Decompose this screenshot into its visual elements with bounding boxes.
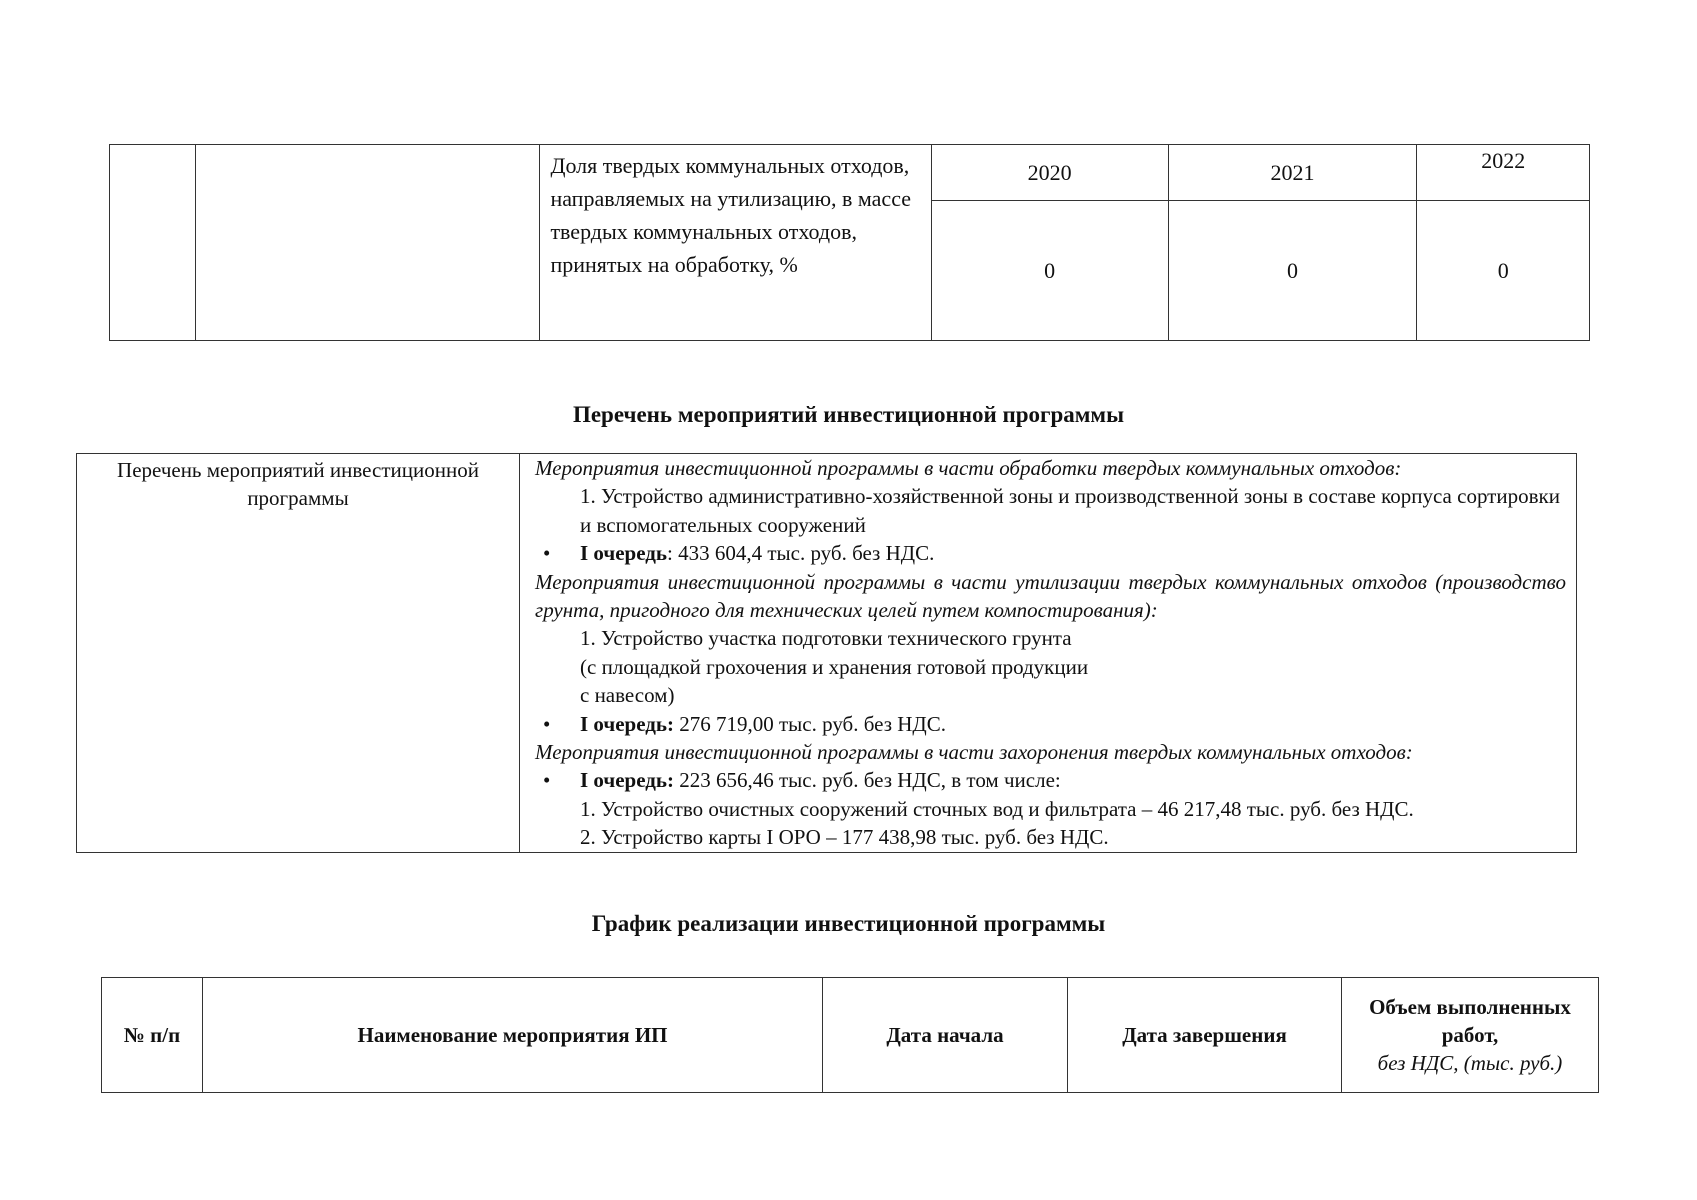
stage-label: I очередь: [580, 711, 674, 736]
burial-item-1: 1. Устройство очистных сооружений сточных вод и фильтрата – 46 217,48 тыс. руб. без НДС. [580, 796, 1414, 821]
processing-cost: : 433 604,4 тыс. руб. без НДС. [667, 541, 935, 566]
col-header-number: № п/п [102, 978, 203, 1093]
col-header-name: Наименование мероприятия ИП [203, 978, 823, 1093]
empty-cell-2 [196, 145, 540, 341]
utilization-item-line1: 1. Устройство участка подготовки технического грунта [580, 626, 1072, 651]
year-2021: 2021 [1168, 145, 1417, 201]
processing-stage [535, 539, 1566, 567]
burial-cost: 223 656,46 тыс. руб. без НДС, в том числе: [674, 768, 1061, 793]
section-heading-schedule: График реализации инвестиционной программы [591, 911, 1106, 936]
stage-label: I очередь [580, 541, 667, 566]
burial-item-2: 2. Устройство карты I ОРО – 177 438,98 тыс. руб. без НДС. [580, 825, 1109, 850]
processing-item: 1. Устройство административно-хозяйственной зоны и производственной зоны в составе корпуса сортировки и вспомогательных сооружений [580, 484, 1560, 537]
indicator-name: Доля твердых коммунальных отходов, направляемых на утилизацию, в массе твердых коммунальных отходов, принятых на обработку, % [540, 145, 931, 341]
measures-content [520, 454, 1577, 853]
col-header-volume-main: Объем выполненных работ, [1369, 995, 1571, 1047]
schedule-table [101, 977, 1599, 1093]
burial-title: Мероприятия инвестиционной программы в части захоронения твердых коммунальных отходов: [535, 740, 1413, 765]
burial-stage [535, 766, 1566, 794]
utilization-title: Мероприятия инвестиционной программы в части утилизации твердых коммунальных отходов (производство грунта, пригодного для технических целей путем компостирования): [535, 569, 1566, 623]
measures-table [76, 453, 1577, 853]
utilization-item-line3: с навесом) [580, 683, 675, 708]
value-2020: 0 [931, 201, 1168, 341]
col-header-volume-sub: без НДС, (тыс. руб.) [1377, 1051, 1563, 1075]
processing-title: Мероприятия инвестиционной программы в части обработки твердых коммунальных отходов: [535, 456, 1402, 480]
section-heading-measures: Перечень мероприятий инвестиционной программы [572, 402, 1125, 427]
year-2022: 2022 [1417, 145, 1590, 201]
col-header-end-date: Дата завершения [1068, 978, 1342, 1093]
utilization-cost: 276 719,00 тыс. руб. без НДС. [674, 711, 947, 736]
measures-left-label: Перечень мероприятий инвестиционной программы [77, 454, 520, 853]
indicator-table [109, 144, 1590, 341]
empty-cell-1 [110, 145, 196, 341]
utilization-item-line2: (с площадкой грохочения и хранения готовой продукции [580, 654, 1089, 679]
value-2021: 0 [1168, 201, 1417, 341]
year-2020: 2020 [931, 145, 1168, 201]
utilization-stage [535, 710, 1566, 738]
stage-label: I очередь: [580, 768, 674, 793]
value-2022: 0 [1417, 201, 1590, 341]
col-header-start-date: Дата начала [823, 978, 1068, 1093]
col-header-volume [1342, 978, 1599, 1093]
